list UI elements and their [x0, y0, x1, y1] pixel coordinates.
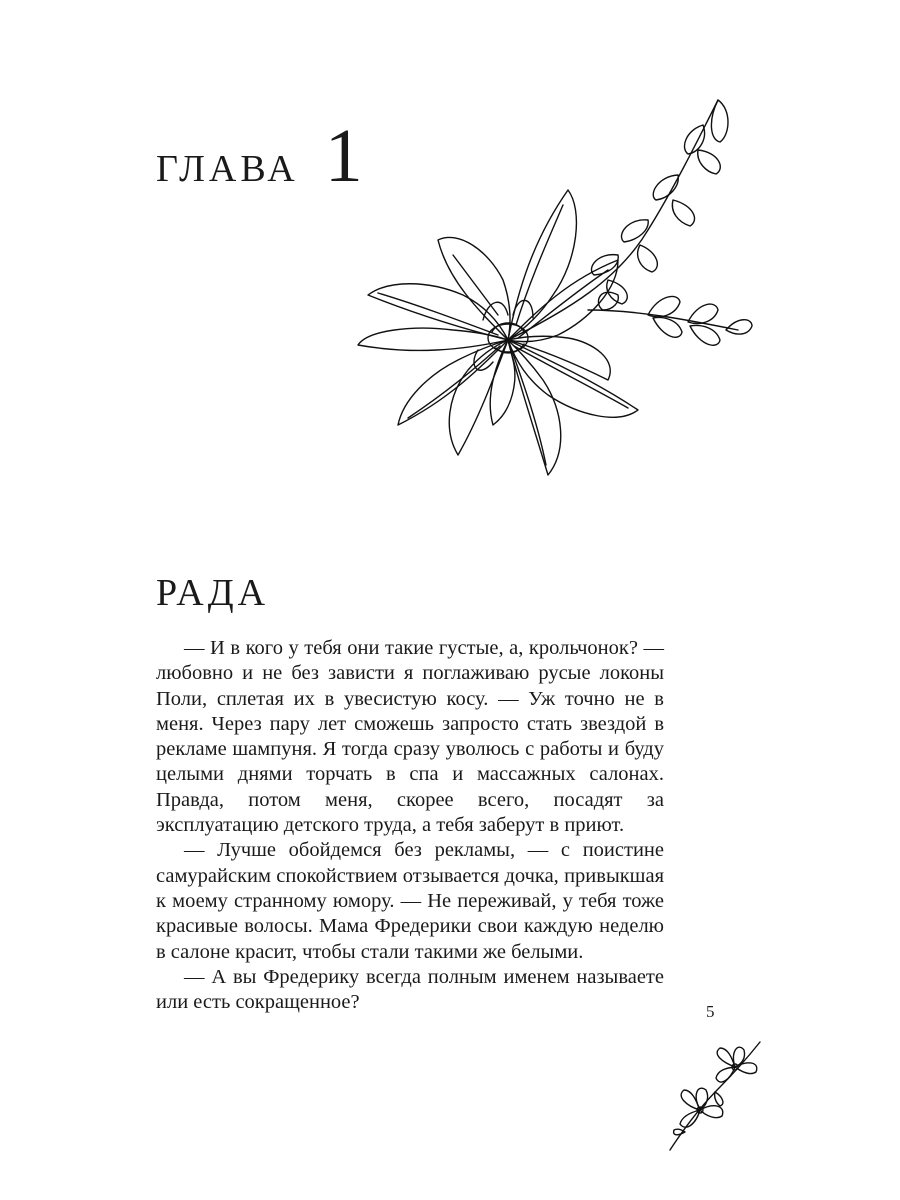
paragraph: — А вы Фредерику всегда полным именем называете или есть сокращенное? [156, 965, 664, 1014]
chapter-word: ГЛАВА [156, 148, 299, 190]
body-text [156, 636, 664, 1015]
chapter-number: 1 [324, 114, 363, 198]
paragraph: — Лучше обойдемся без рекламы, — с поистине самурайским спокойствием отзывается дочка, привыкшая к моему странному юмору. — Не переживай, у тебя тоже красивые волосы. Мама Фредерики свои каждую неделю в салоне красит, чтобы стали такими же белыми. [156, 839, 664, 963]
section-title: РАДА [156, 572, 270, 614]
flower-branch-illustration [318, 80, 758, 490]
page-number: 5 [706, 1002, 715, 1021]
corner-flower-illustration [660, 1032, 770, 1152]
paragraph: — И в кого у тебя они такие густые, а, крольчонок? — любовно и не без зависти я поглаживаю русые локоны Поли, сплетая их в увесистую косу. — Уж точно не в меня. Через пару лет сможешь запросто стать звездой в рекламе шампуня. Я тогда сразу уволюсь с работы и буду целыми днями торчать в спа и массажных салонах. Правда, потом меня, скорее всего, посадят за эксплуатацию детского труда, а тебя заберут в приют. [156, 637, 664, 837]
